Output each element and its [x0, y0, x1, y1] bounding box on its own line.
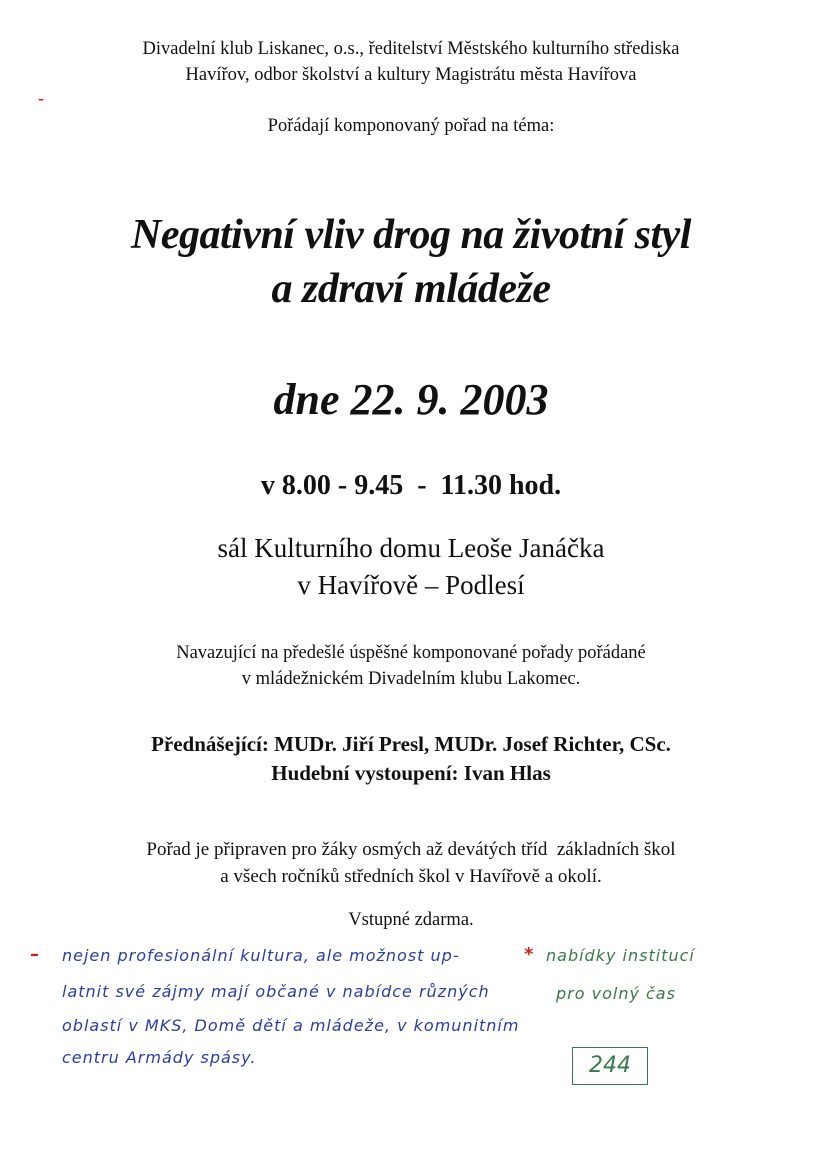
audience-line-1: Pořad je připraven pro žáky osmých až devátých tříd základních škol	[146, 839, 676, 860]
event-time: v 8.00 - 9.45 - 11.30 hod.	[260, 470, 562, 501]
event-title	[0, 208, 822, 316]
speakers-line-1: Přednášející: MUDr. Jiří Presl, MUDr. Josef Richter, CSc.	[151, 732, 671, 756]
event-title-line-1: Negativní vliv drog na životní styl	[131, 212, 691, 258]
handwritten-line-3: oblastí v MKS, Domě dětí a mládeže, v komunitním	[62, 1016, 520, 1035]
margin-red-mark: –	[38, 92, 44, 106]
handwritten-line-2a: latnit své zájmy mají občané v nabídce různých	[62, 982, 490, 1001]
note-line-2: v mládežnickém Divadelním klubu Lakomec.	[241, 669, 581, 689]
series-note	[0, 640, 822, 692]
venue-line-1: sál Kulturního domu Leoše Janáčka	[217, 533, 605, 563]
handwritten-asterisk: *	[524, 944, 534, 965]
audience-line-2: a všech ročníků středních škol v Havířově a okolí.	[220, 866, 602, 887]
event-venue	[0, 530, 822, 604]
handwritten-line-1a: nejen profesionální kultura, ale možnost up-	[62, 946, 460, 965]
intro-line: Pořádají komponovaný pořad na téma:	[267, 116, 555, 136]
venue-line-2: v Havířově – Podlesí	[297, 570, 525, 600]
event-title-line-2: a zdraví mládeže	[271, 266, 551, 312]
entry-fee: Vstupné zdarma.	[348, 910, 474, 930]
handwritten-line-2b: pro volný čas	[556, 984, 676, 1003]
speakers	[0, 730, 822, 788]
event-date: dne 22. 9. 2003	[273, 375, 549, 424]
handwritten-line-1b: nabídky institucí	[546, 946, 695, 965]
note-line-1: Navazující na předešlé úspěšné komponované pořady pořádané	[176, 643, 646, 663]
speakers-line-2: Hudební vystoupení: Ivan Hlas	[271, 761, 551, 785]
organizers-line-1: Divadelní klub Liskanec, o.s., ředitelství Městského kulturního střediska	[142, 39, 680, 59]
handwritten-line-4: centru Armády spásy.	[62, 1048, 257, 1067]
organizers	[0, 36, 822, 88]
target-audience	[0, 836, 822, 890]
page-number-box: 244	[572, 1047, 648, 1085]
organizers-line-2: Havířov, odbor školství a kultury Magistrátu města Havířova	[185, 65, 637, 85]
handwritten-red-dash: –	[30, 944, 39, 965]
